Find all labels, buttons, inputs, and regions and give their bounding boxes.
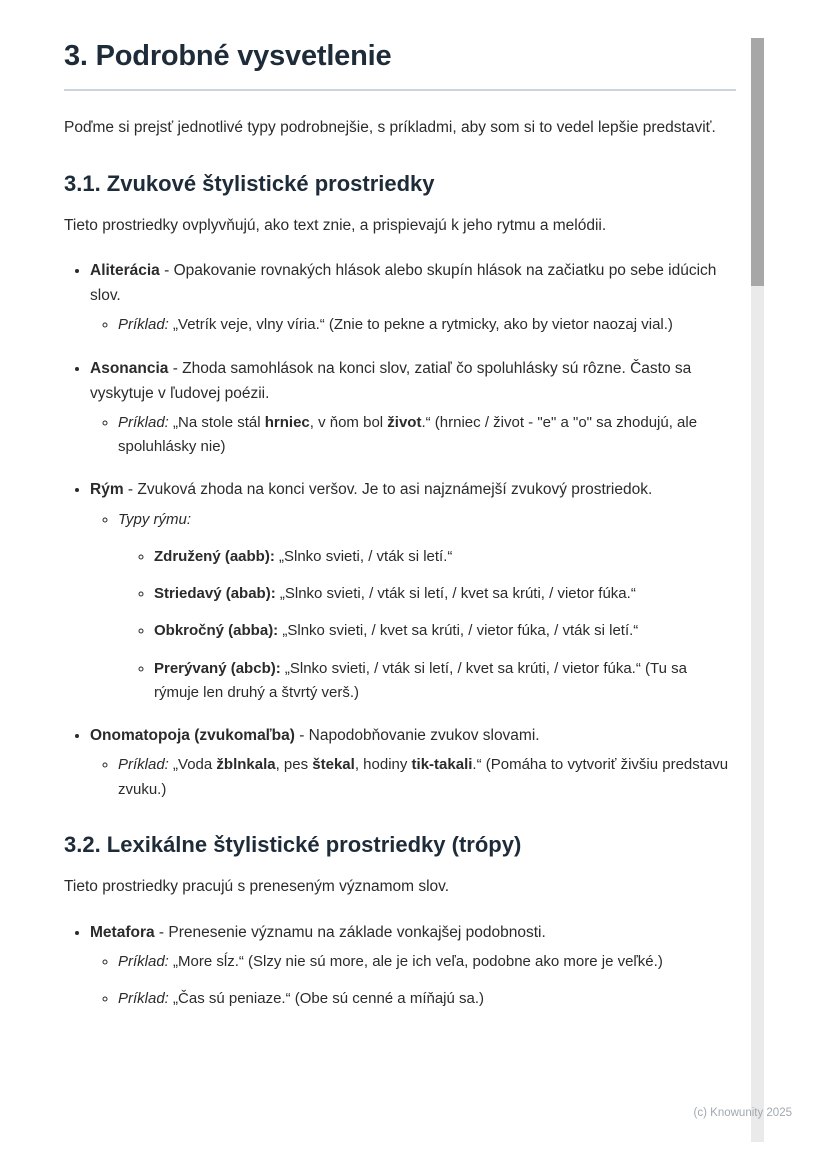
- sub-list: [90, 411, 736, 460]
- page-title: 3. Podrobné vysvetlenie: [64, 40, 392, 72]
- example-text: Príklad: „Čas sú peniaze.“ (Obe sú cenné a míňajú sa.): [118, 990, 485, 1008]
- rhyme-type-text: Striedavý (abab): „Slnko svieti, / vták si letí, / kvet sa krúti, / vietor fúka.“: [154, 585, 636, 603]
- list-item-text: Onomatopoja (zvukomaľba) - Napodobňovanie zvukov slovami.: [90, 727, 540, 745]
- example-item: [118, 950, 736, 974]
- list-item-text: Asonancia - Zhoda samohlások na konci slov, zatiaľ čo spoluhlásky sú rôzne. Často sa vyskytuje v ľudovej poézii.: [90, 359, 692, 402]
- list-item-metafora: [90, 920, 736, 1012]
- rhyme-type-item: [154, 545, 736, 569]
- rhyme-types-item: [118, 508, 736, 706]
- sub-list: [90, 950, 736, 1012]
- rhyme-type-text: Združený (aabb): „Slnko svieti, / vták si letí.“: [154, 547, 453, 565]
- watermark: (c) Knowunity 2025: [693, 1107, 792, 1119]
- intro-paragraph: Poďme si prejsť jednotlivé typy podrobnejšie, s príkladmi, aby som si to vedel lepšie predstaviť.: [64, 119, 716, 136]
- rhyme-type-text: Obkročný (abba): „Slnko svieti, / kvet sa krúti, / vietor fúka, / vták si letí.“: [154, 622, 639, 640]
- title-divider: [64, 89, 736, 91]
- example-item: [118, 987, 736, 1011]
- list-item-text: Rým - Zvuková zhoda na konci veršov. Je to asi najznámejší zvukový prostriedok.: [90, 481, 653, 499]
- section-3-1-intro: Tieto prostriedky ovplyvňujú, ako text znie, a prispievajú k jeho rytmu a melódii.: [64, 216, 607, 234]
- list-item-onomatopoja: [90, 723, 736, 802]
- example-text: Príklad: „More sĺz.“ (Slzy nie sú more, ale je ich veľa, podobne ako more je veľké.): [118, 952, 663, 970]
- rhyme-types-label: Typy rýmu:: [118, 510, 192, 528]
- list-item-aliteracia: [90, 258, 736, 338]
- example-item: [118, 411, 736, 460]
- sub-list: [90, 508, 736, 706]
- scrollbar-track[interactable]: [751, 38, 764, 1142]
- example-text: Príklad: „Na stole stál hrniec, v ňom bol život.“ (hrniec / život - "e" a "o" sa zhodujú, ale spoluhlásky nie): [118, 413, 698, 456]
- sub-list: [90, 753, 736, 802]
- scrollbar-thumb[interactable]: [751, 38, 764, 286]
- list-item-text: Aliterácia - Opakovanie rovnakých hlások alebo skupín hlások na začiatku po sebe idúcich slov.: [90, 262, 717, 305]
- sub-list: [90, 313, 736, 337]
- example-text: Príklad: „Voda žblnkala, pes štekal, hodiny tik-takali.“ (Pomáha to vytvoriť živšiu predstavu zvuku.): [118, 756, 729, 798]
- rhyme-types-list: [118, 545, 736, 705]
- rhyme-type-text: Prerývaný (abcb): „Slnko svieti, / vták si letí, / kvet sa krúti, / vietor fúka.“ (Tu sa rýmuje len druhý a štvrtý verš.): [154, 659, 687, 702]
- example-item: [118, 313, 736, 337]
- list-item-asonancia: [90, 356, 736, 460]
- example-item: [118, 753, 736, 802]
- section-3-1-heading: 3.1. Zvukové štylistické prostriedky: [64, 170, 435, 196]
- list-item-rym: [90, 477, 736, 705]
- rhyme-type-item: [154, 657, 736, 706]
- list-item-text: Metafora - Prenesenie významu na základe vonkajšej podobnosti.: [90, 923, 546, 941]
- sound-devices-list: [64, 258, 736, 802]
- rhyme-type-item: [154, 619, 736, 643]
- rhyme-type-item: [154, 582, 736, 606]
- section-3-2-intro: Tieto prostriedky pracujú s preneseným významom slov.: [64, 878, 450, 896]
- lexical-devices-list: [64, 920, 736, 1012]
- document-content: [64, 40, 736, 1029]
- section-3-2-heading: 3.2. Lexikálne štylistické prostriedky (trópy): [64, 832, 522, 858]
- example-text: Príklad: „Vetrík veje, vlny víria.“ (Znie to pekne a rytmicky, ako by vietor naozaj vial.): [118, 316, 673, 334]
